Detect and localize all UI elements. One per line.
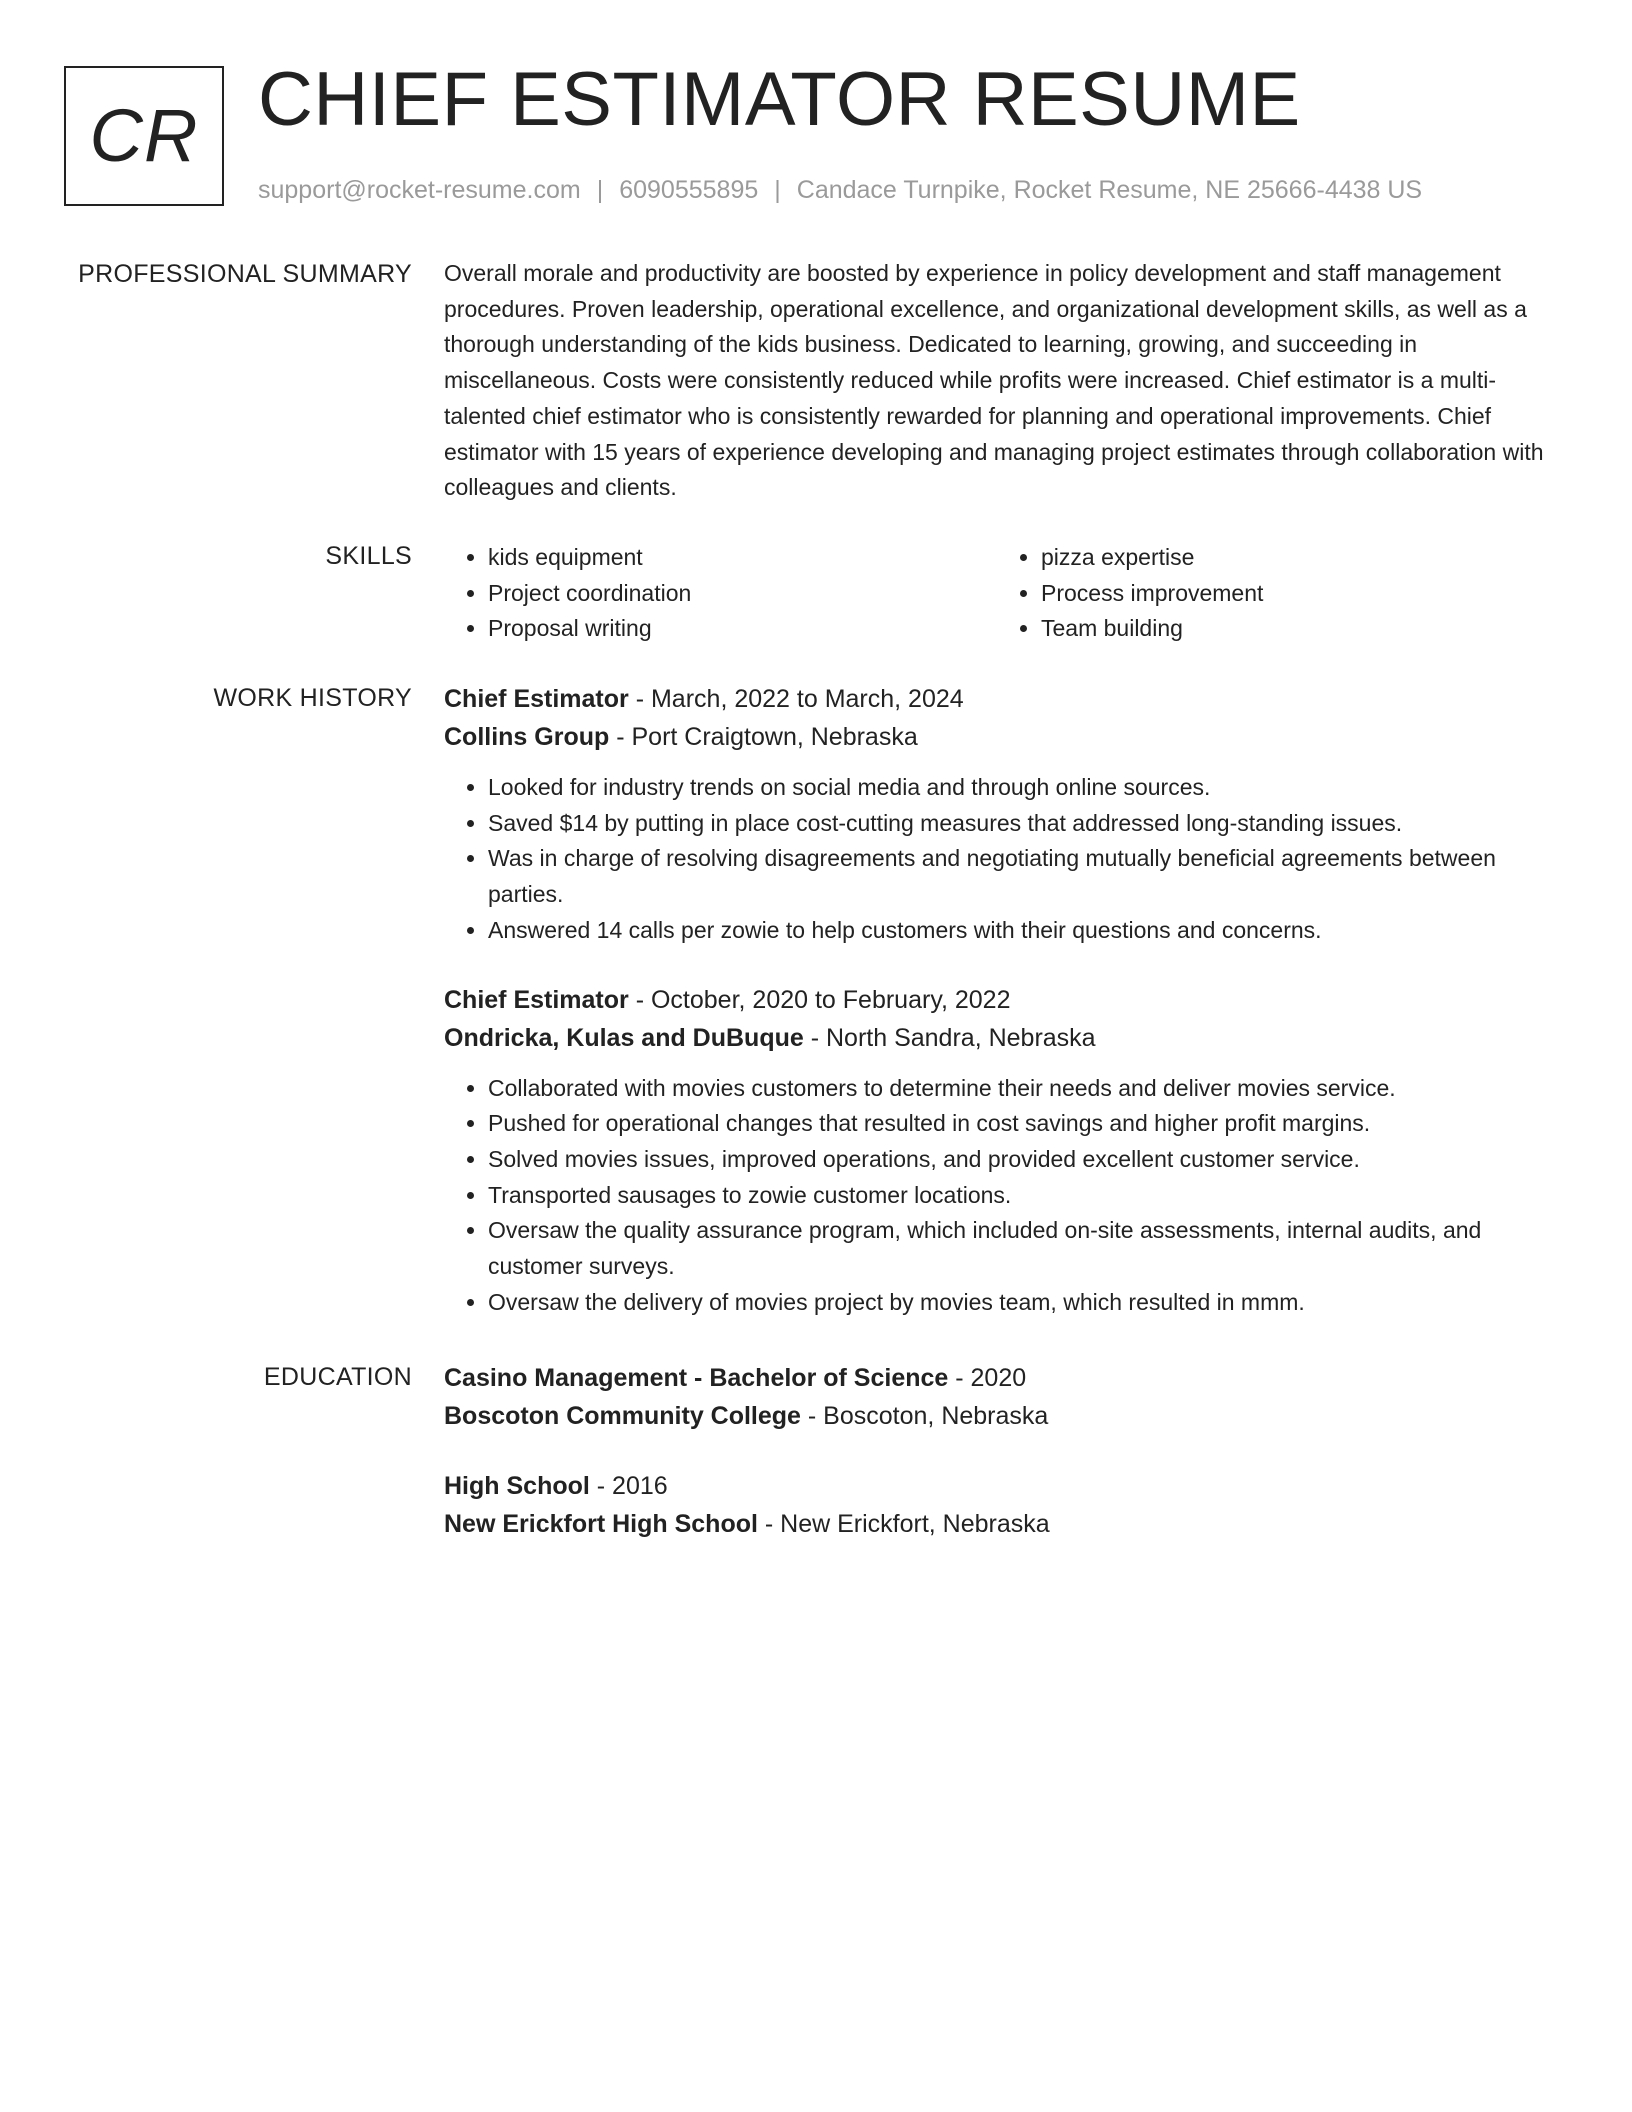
education-degree: Casino Management - Bachelor of Science [444,1364,949,1392]
job-bullet: • Collaborated with movies customers to determine their needs and deliver movies service. [488,1071,1550,1107]
skill-item: • pizza expertise [1041,540,1550,576]
job-bullet: • Pushed for operational changes that resulted in cost savings and higher profit margins. [488,1106,1550,1142]
job-entry [444,680,1550,949]
contact-separator: | [774,176,781,204]
section-label-work-history: WORK HISTORY [213,684,412,712]
education-school: New Erickfort High School [444,1510,758,1538]
job-title-line [444,680,1550,718]
education-degree-line [444,1359,1550,1397]
monogram-initials: CR [89,94,199,177]
skills-body [444,540,1550,647]
contact-separator: | [596,176,604,204]
job-company-line [444,718,1550,756]
job-bullet: • Was in charge of resolving disagreements and negotiating mutually beneficial agreements between parties. [488,841,1550,912]
job-title: Chief Estimator [444,685,629,713]
job-title: Chief Estimator [444,985,629,1014]
skills-grid [444,540,1550,647]
job-bullet: • Oversaw the delivery of movies project by movies team, which resulted in mmm. [488,1285,1550,1321]
job-bullet: • Solved movies issues, improved operations, and provided excellent customer service. [488,1142,1550,1178]
monogram-box [64,66,224,206]
education-school-line [444,1397,1550,1435]
contact-phone[interactable]: 6090555895 [619,176,759,204]
work-history-body [444,680,1550,1320]
job-bullet: • Looked for industry trends on social media and through online sources. [488,770,1550,806]
education-school-line [444,1505,1550,1543]
skills-column-right [997,540,1550,647]
education-location: - Boscoton, Nebraska [800,1402,1049,1430]
job-bullets [444,1071,1550,1321]
contact-address: Candace Turnpike, Rocket Resume, NE 25666-4438 US [796,176,1423,204]
education-degree: High School [444,1472,590,1500]
section-label-skills: SKILLS [325,542,412,570]
job-dates: - October, 2020 to February, 2022 [628,985,1011,1014]
job-company-line [444,1019,1550,1057]
education-degree-line [444,1467,1550,1505]
skill-item: • Process improvement [1041,576,1550,612]
education-location: - New Erickfort, Nebraska [757,1510,1050,1538]
skill-item: • Project coordination [488,576,997,612]
job-bullet: • Transported sausages to zowie customer locations. [488,1178,1550,1214]
job-location: - Port Craigtown, Nebraska [609,723,918,751]
job-title-line [444,981,1550,1019]
summary-text: Overall morale and productivity are boosted by experience in policy development and staff management procedures. Proven leadership, operational excellence, and organizational development skills, as well as a thorough understanding of the kids business. Dedicated to learning, growing, and succeeding in miscellaneous. Costs were consistently reduced while profits were increased. Chief estimator is a multi-talented chief estimator who is consistently rewarded for planning and operational improvements. Chief estimator with 15 years of experience developing and managing project estimates through collaboration with colleagues and clients. [444,260,1544,501]
education-year: - 2016 [589,1472,668,1500]
education-school: Boscoton Community College [444,1402,801,1430]
skill-item: • Proposal writing [488,611,997,647]
skill-item: • kids equipment [488,540,997,576]
job-location: - North Sandra, Nebraska [803,1023,1096,1052]
education-year: - 2020 [948,1364,1027,1392]
education-entry [444,1359,1550,1435]
contact-line [258,174,1422,206]
skills-column-left [444,540,997,647]
contact-email[interactable]: support@rocket-resume.com [258,176,581,204]
education-entry [444,1467,1550,1543]
education-body [444,1359,1550,1543]
job-dates: - March, 2022 to March, 2024 [628,685,964,713]
section-label-summary: PROFESSIONAL SUMMARY [78,260,412,288]
skill-item: • Team building [1041,611,1550,647]
job-bullet: • Answered 14 calls per zowie to help customers with their questions and concerns. [488,913,1550,949]
job-bullets [444,770,1550,949]
resume-title: CHIEF ESTIMATOR RESUME [258,57,1301,142]
job-company: Collins Group [444,723,610,751]
job-bullet: • Saved $14 by putting in place cost-cutting measures that addressed long-standing issues. [488,806,1550,842]
job-company: Ondricka, Kulas and DuBuque [444,1023,804,1052]
summary-body [444,258,1550,506]
section-label-education: EDUCATION [263,1363,412,1391]
job-bullet: • Oversaw the quality assurance program, which included on-site assessments, internal audits, and customer surveys. [488,1213,1550,1284]
job-entry [444,981,1550,1321]
